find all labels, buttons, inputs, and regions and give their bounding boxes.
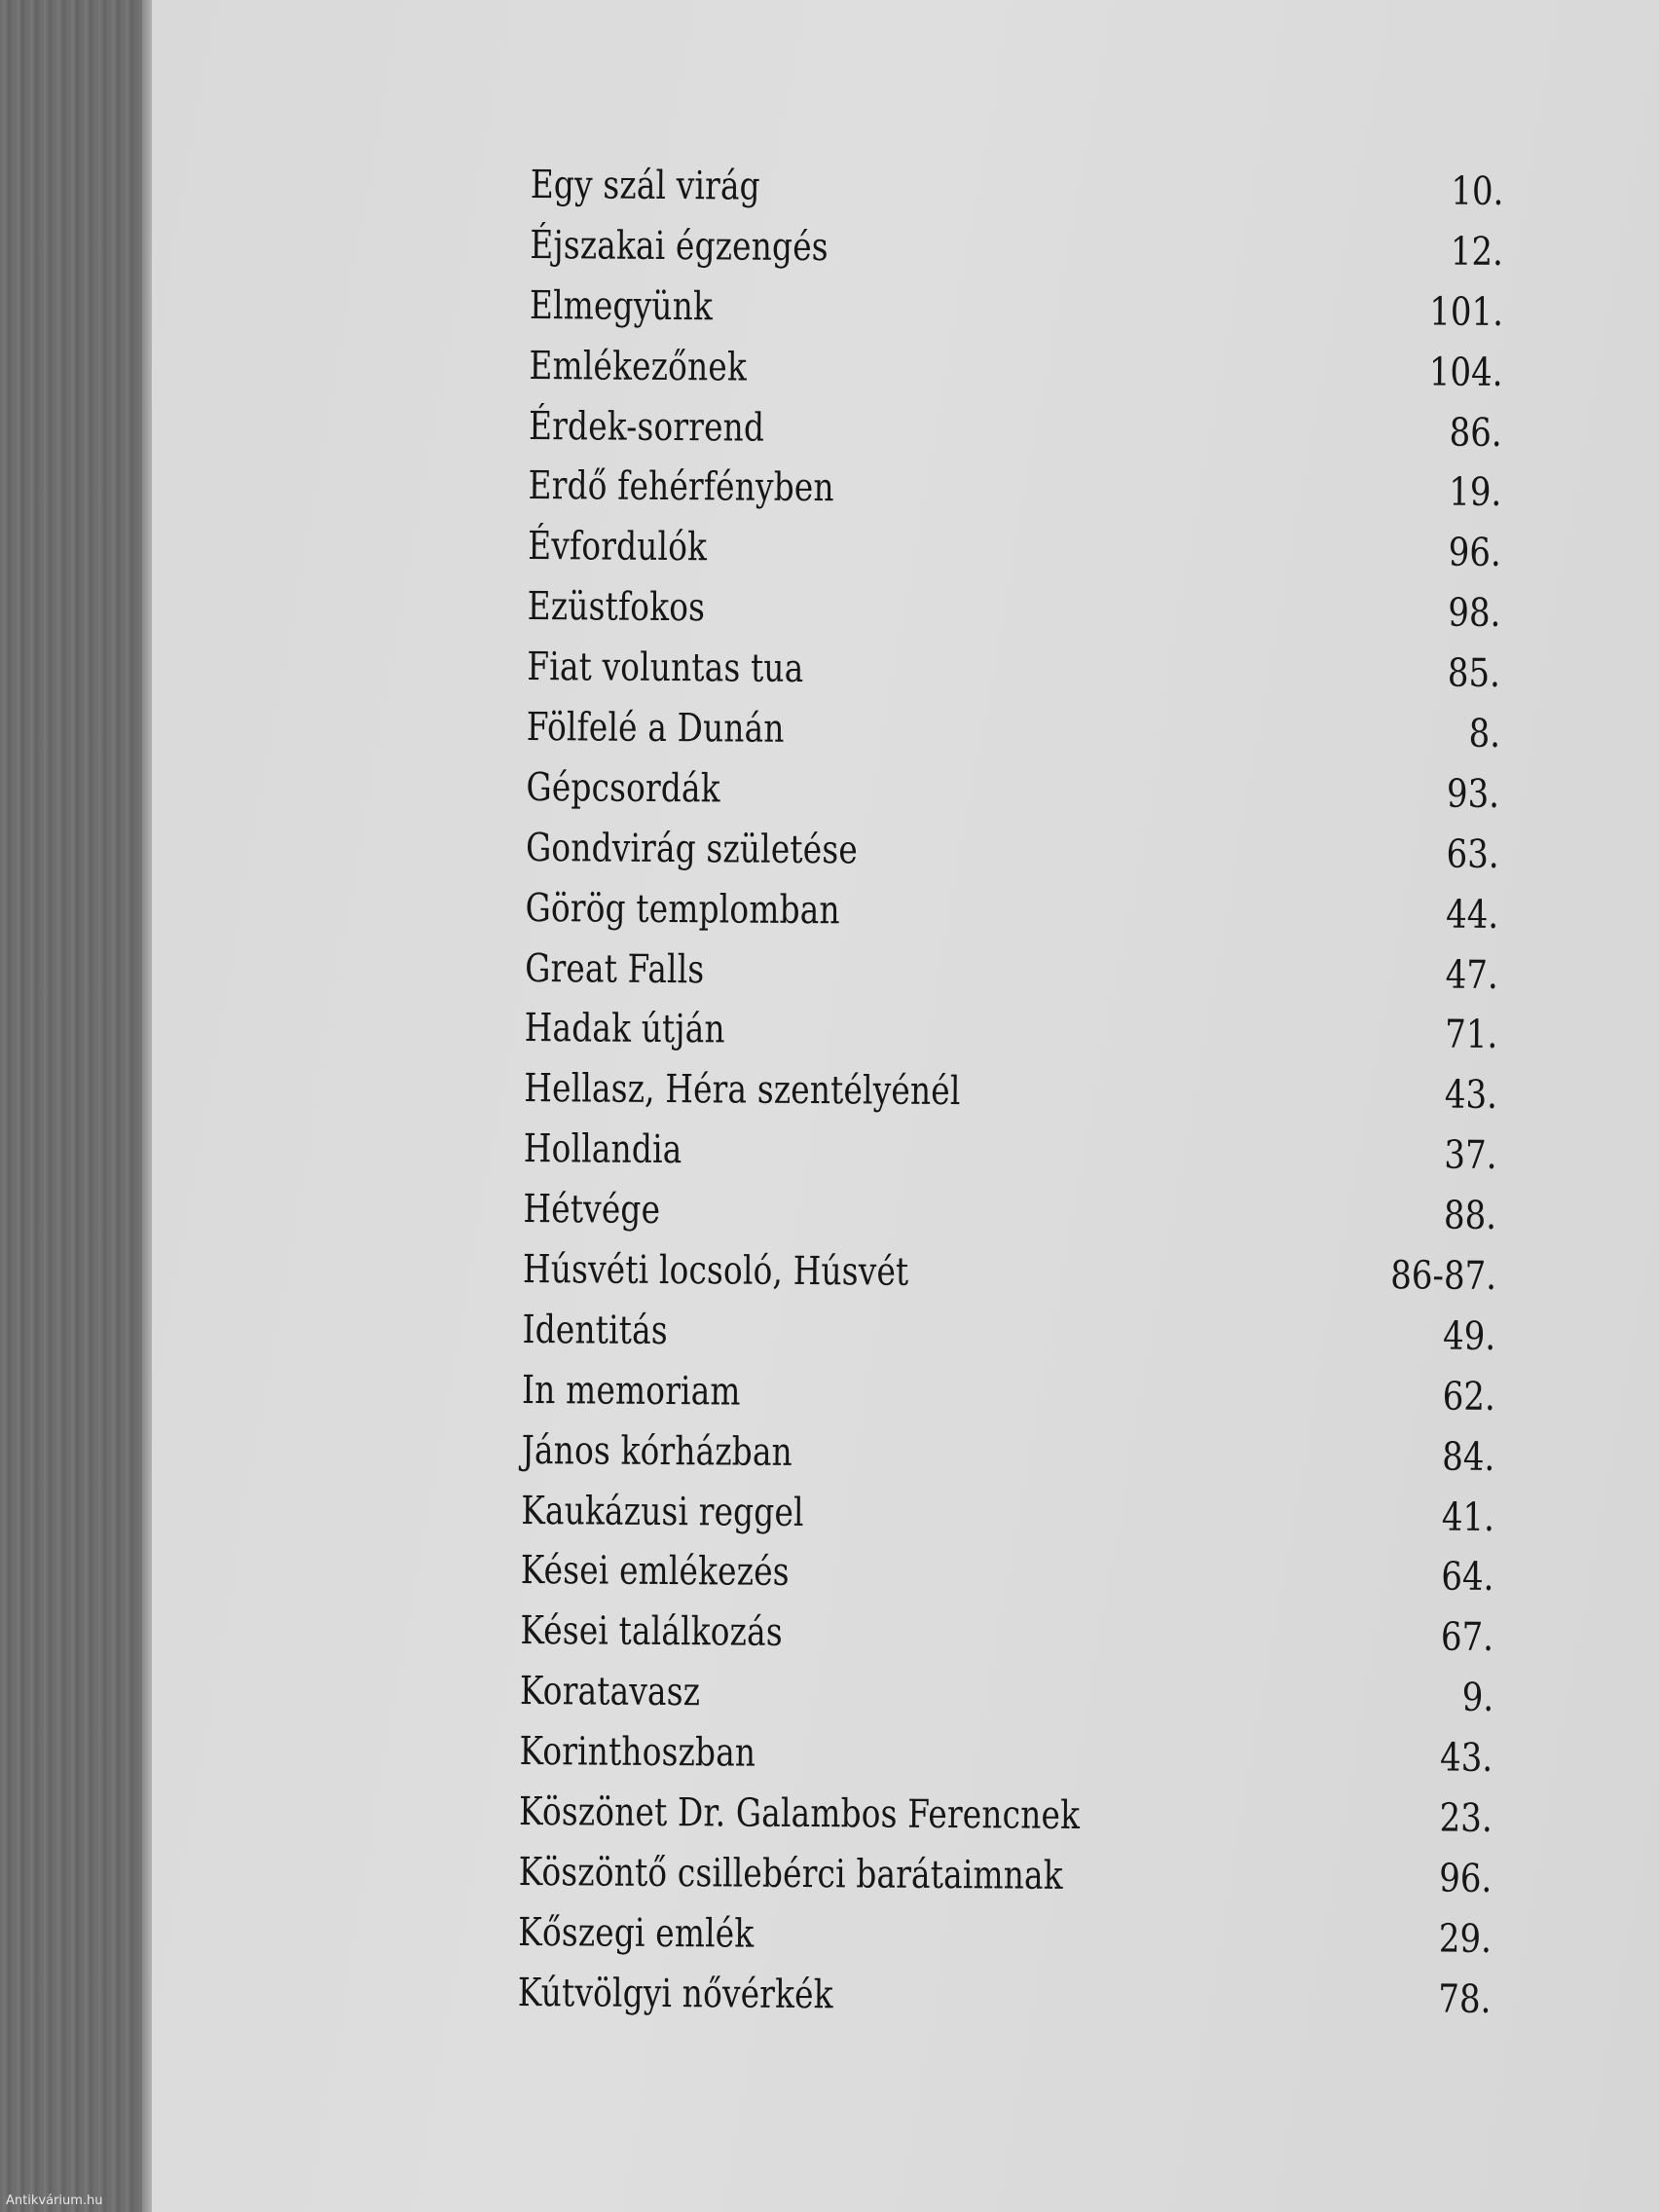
toc-entry: [530, 216, 1503, 283]
toc-entry-page: 41.: [1442, 1494, 1495, 1540]
toc-entry: [519, 1783, 1493, 1850]
toc-entry-title: Kései találkozás: [520, 1608, 783, 1656]
toc-entry-page: 85.: [1448, 650, 1501, 697]
toc-entry-title: In memoriam: [521, 1367, 741, 1415]
toc-entry: [527, 638, 1500, 705]
toc-entry: [518, 1903, 1492, 1971]
toc-entry-page: 12.: [1451, 229, 1504, 275]
toc-entry-page: 96.: [1448, 530, 1502, 576]
toc-entry-title: Korinthoszban: [519, 1729, 756, 1776]
toc-entry-page: 8.: [1468, 711, 1501, 756]
toc-entry-page: 23.: [1439, 1795, 1493, 1841]
toc-entry-title: Kútvölgyi nővérkék: [517, 1970, 833, 2017]
toc-entry: [518, 1964, 1492, 2031]
toc-entry-title: Gépcsordák: [526, 764, 720, 812]
toc-entry: [529, 337, 1502, 404]
toc-entry-title: Érdek-sorrend: [528, 403, 765, 451]
toc-entry-page: 98.: [1448, 590, 1501, 637]
toc-entry-page: 44.: [1446, 892, 1499, 938]
toc-entry-page: 71.: [1445, 1013, 1498, 1058]
toc-entry-title: Görög templomban: [525, 885, 840, 933]
toc-entry: [522, 1361, 1495, 1428]
toc-entry: [530, 276, 1503, 344]
toc-entry-page: 96.: [1439, 1856, 1493, 1901]
toc-entry: [525, 999, 1498, 1066]
toc-entry-page: 10.: [1451, 168, 1504, 214]
toc-entry-page: 104.: [1428, 350, 1503, 395]
toc-entry-title: Kaukázusi reggel: [521, 1488, 804, 1535]
toc-entry-title: Hadak útján: [524, 1006, 725, 1052]
toc-entry: [528, 457, 1501, 524]
toc-entry-page: 84.: [1442, 1434, 1495, 1480]
toc-entry-title: Fölfelé a Dunán: [526, 705, 785, 752]
toc-entry: [531, 156, 1504, 223]
toc-entry-title: Koratavasz: [519, 1669, 701, 1715]
toc-entry: [520, 1602, 1493, 1669]
toc-entry-title: Köszöntő csillebérci barátaimnak: [518, 1849, 1063, 1899]
toc-entry: [529, 397, 1502, 464]
table-of-contents: [518, 156, 1504, 2031]
toc-entry: [521, 1541, 1494, 1608]
toc-entry-title: Egy szál virág: [530, 162, 760, 209]
toc-entry-page: 93.: [1447, 771, 1500, 817]
toc-entry-title: Kőszegi emlék: [518, 1909, 755, 1957]
toc-entry-page: 88.: [1444, 1193, 1497, 1239]
toc-entry: [528, 577, 1501, 645]
toc-entry: [519, 1722, 1493, 1789]
toc-entry-page: 43.: [1440, 1735, 1493, 1782]
toc-entry-page: 86.: [1449, 410, 1503, 456]
toc-entry: [523, 1180, 1496, 1247]
toc-entry-title: Ezüstfokos: [527, 584, 706, 631]
toc-entry-title: Hollandia: [523, 1126, 682, 1173]
toc-entry-page: 29.: [1438, 1916, 1493, 1962]
toc-entry-title: Erdő fehérfényben: [528, 463, 834, 511]
toc-entry-title: János kórházban: [521, 1427, 793, 1475]
toc-entry: [524, 1120, 1497, 1187]
toc-entry-page: 47.: [1445, 952, 1499, 998]
toc-entry-page: 43.: [1445, 1072, 1498, 1119]
toc-entry-page: 64.: [1441, 1555, 1494, 1601]
toc-entry: [525, 879, 1498, 946]
toc-entry-page: 9.: [1461, 1675, 1494, 1721]
toc-entry-title: Elmegyünk: [529, 282, 714, 330]
toc-entry-title: Köszönet Dr. Galambos Ferencnek: [518, 1789, 1081, 1839]
toc-entry-page: 78.: [1438, 1976, 1492, 2022]
toc-entry: [521, 1482, 1494, 1549]
toc-entry-page: 101.: [1429, 289, 1504, 335]
toc-entry-title: Fiat voluntas tua: [527, 645, 804, 692]
toc-entry-page: 49.: [1443, 1313, 1496, 1359]
toc-entry-page: 86-87.: [1390, 1253, 1497, 1299]
toc-entry: [524, 1059, 1497, 1126]
toc-entry: [520, 1662, 1493, 1729]
toc-entry-title: Hellasz, Héra szentélyénél: [524, 1066, 961, 1115]
toc-entry-title: Kései emlékezés: [520, 1548, 790, 1596]
toc-entry-title: Great Falls: [525, 945, 705, 992]
toc-entry-page: 19.: [1449, 470, 1502, 516]
toc-entry-page: 67.: [1441, 1614, 1494, 1661]
toc-entry-title: Gondvirág születése: [525, 825, 859, 873]
toc-entry-title: Évfordulók: [528, 524, 708, 571]
toc-entry: [518, 1843, 1492, 1910]
toc-entry: [526, 819, 1499, 886]
toc-entry-title: Éjszakai égzengés: [530, 222, 829, 271]
toc-entry: [525, 940, 1498, 1007]
toc-entry-page: 63.: [1446, 831, 1500, 877]
toc-entry-page: 62.: [1442, 1374, 1496, 1419]
toc-entry-title: Húsvéti locsoló, Húsvét: [522, 1247, 909, 1295]
toc-entry-title: Emlékezőnek: [529, 343, 748, 390]
toc-entry-title: Hétvége: [523, 1187, 661, 1234]
toc-entry: [526, 758, 1499, 826]
background-surface: [0, 0, 166, 2212]
toc-entry: [522, 1301, 1495, 1368]
toc-entry: [521, 1421, 1494, 1489]
toc-entry-page: 37.: [1444, 1132, 1498, 1179]
toc-entry-title: Identitás: [522, 1307, 668, 1353]
toc-entry: [523, 1240, 1496, 1308]
toc-entry: [528, 517, 1501, 584]
toc-entry: [527, 698, 1500, 765]
watermark: Antikvárium.hu: [6, 2194, 103, 2208]
